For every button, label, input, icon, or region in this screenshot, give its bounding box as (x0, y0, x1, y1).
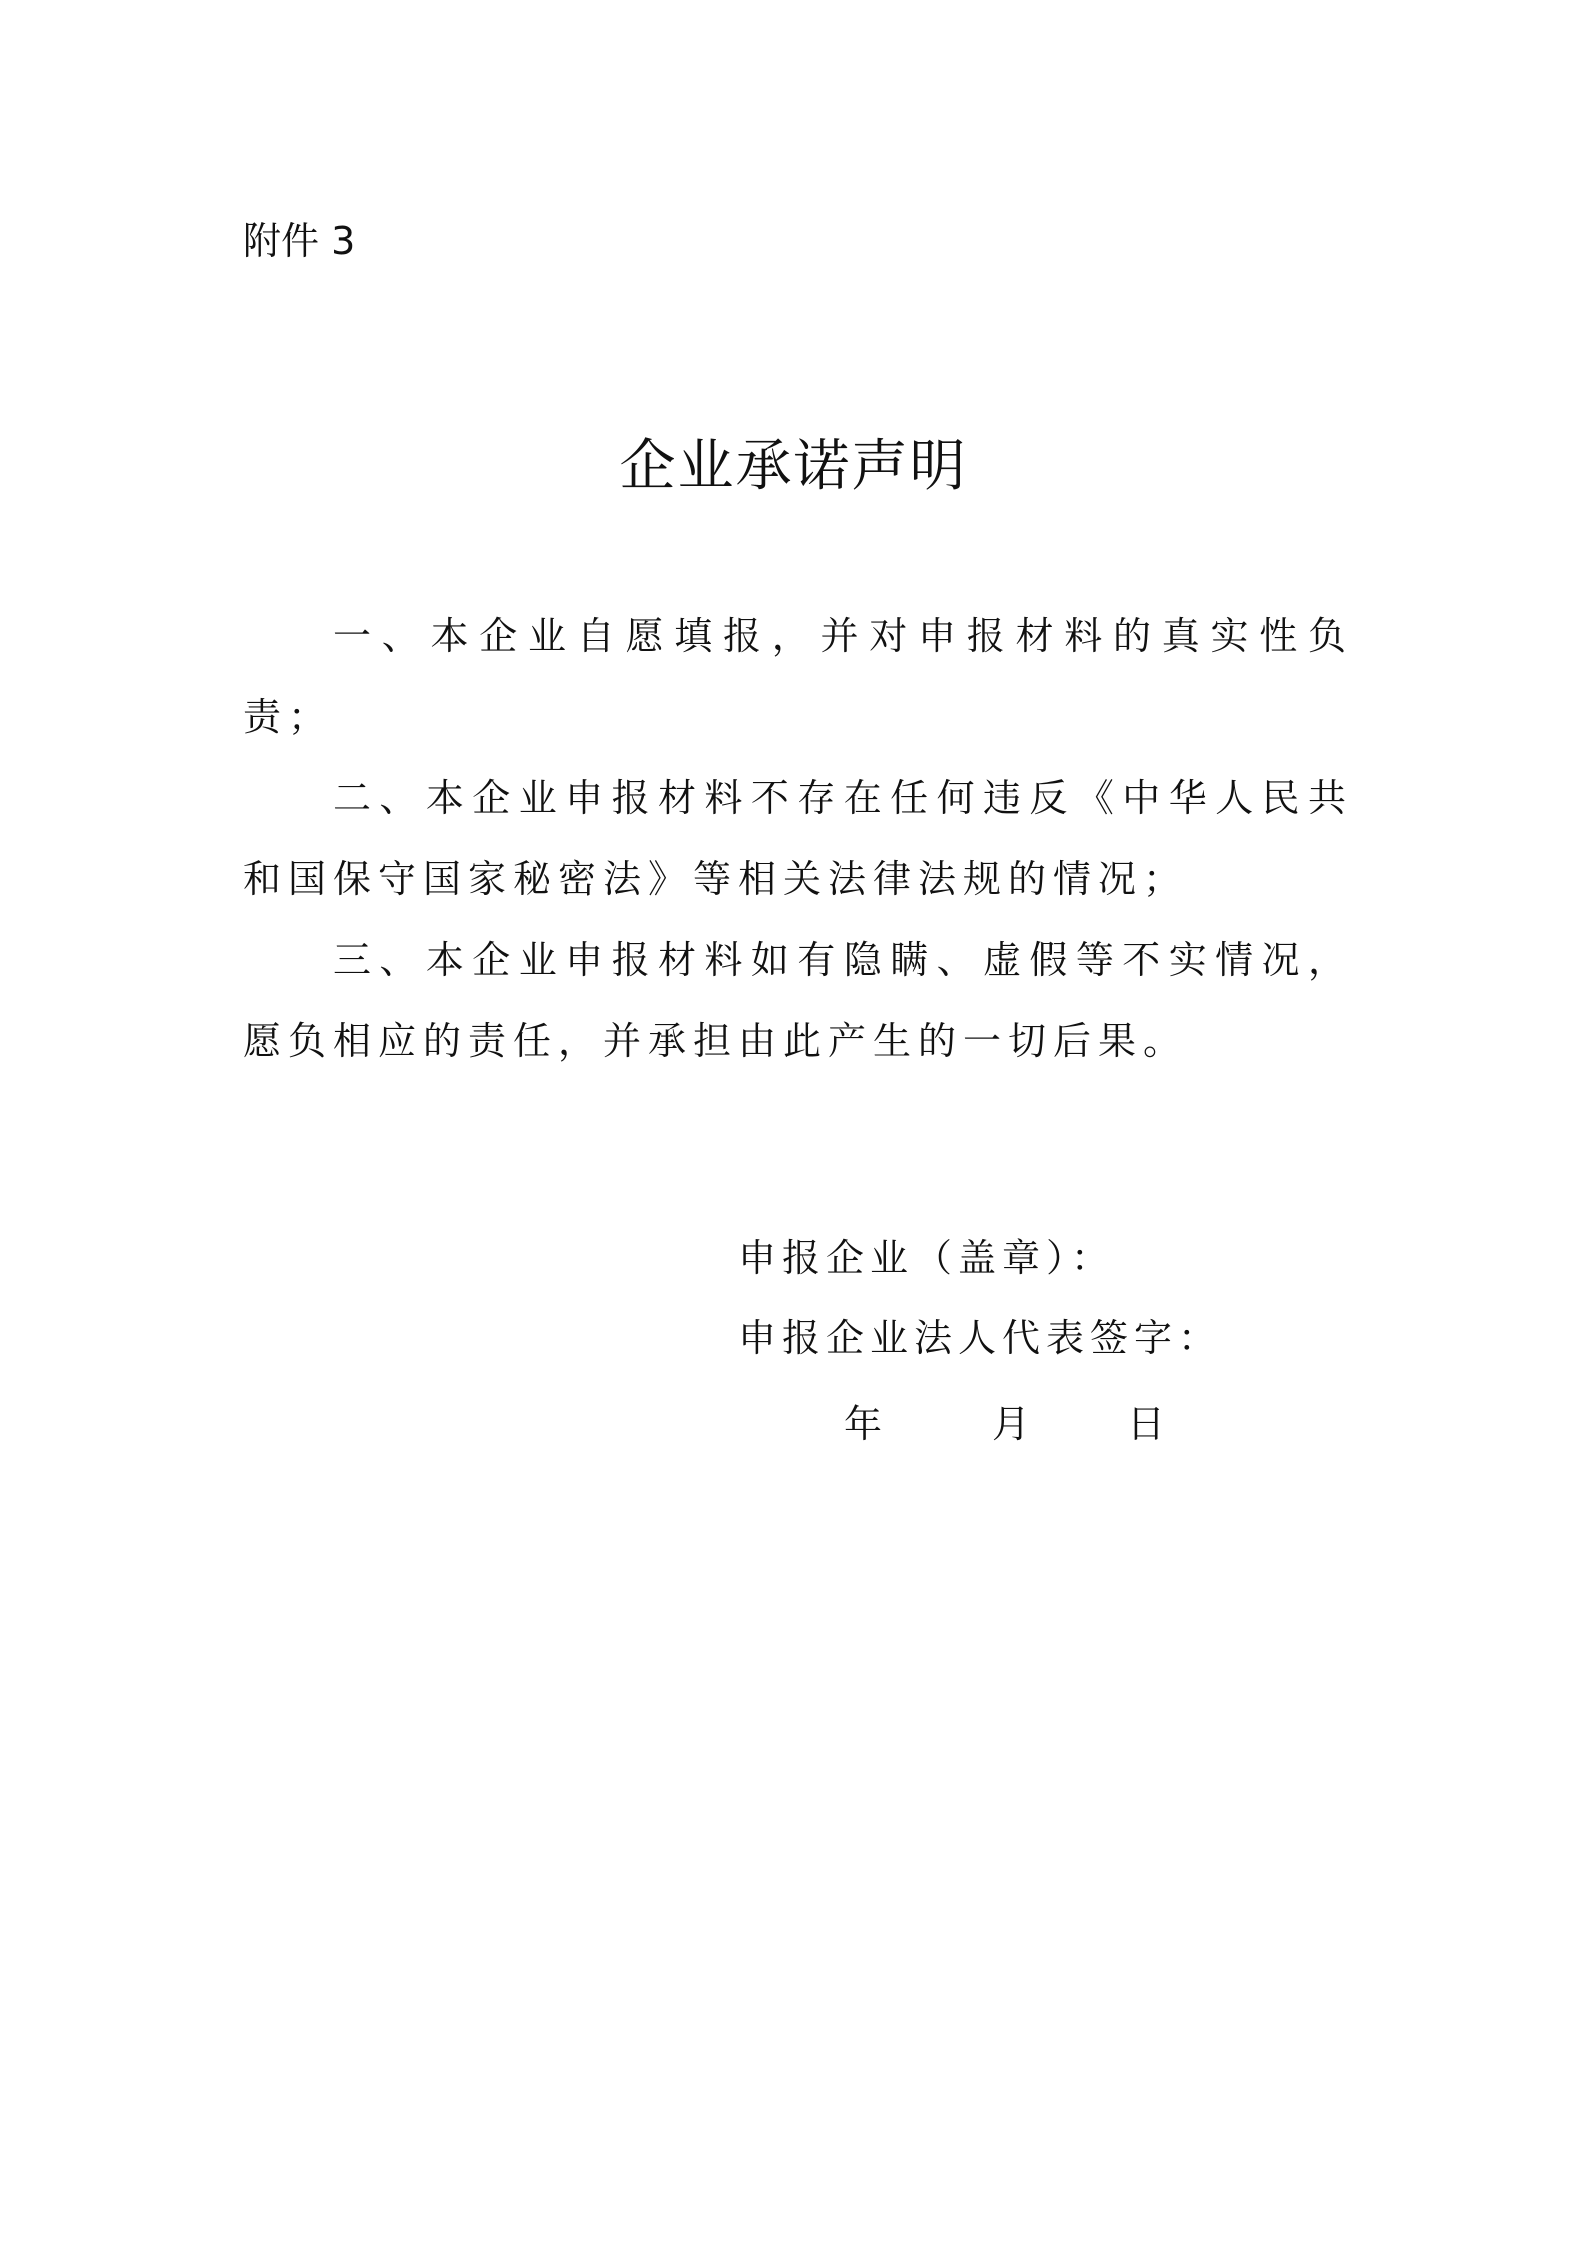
commitment-paragraph-3: 三、本企业申报材料如有隐瞒、虚假等不实情况，愿负相应的责任，并承担由此产生的一切后果。 (243, 938, 1353, 1063)
commitment-paragraph-2: 二、本企业申报材料不存在任何违反《中华人民共和国保守国家秘密法》等相关法律法规的情况； (243, 776, 1353, 901)
date-year-label: 年 (844, 1402, 883, 1446)
date-month-label: 月 (992, 1402, 1031, 1446)
date-day-label: 日 (1127, 1402, 1166, 1446)
signature-block (738, 1218, 1222, 1378)
commitment-paragraph-1: 一、本企业自愿填报，并对申报材料的真实性负责； (243, 614, 1353, 739)
commitment-body (243, 596, 1353, 1082)
attachment-label: 附件 3 (243, 219, 356, 263)
representative-signature-label: 申报企业法人代表签字： (738, 1316, 1223, 1360)
page-title: 企业承诺声明 (619, 434, 968, 499)
company-seal-label: 申报企业（盖章）： (738, 1236, 1116, 1280)
